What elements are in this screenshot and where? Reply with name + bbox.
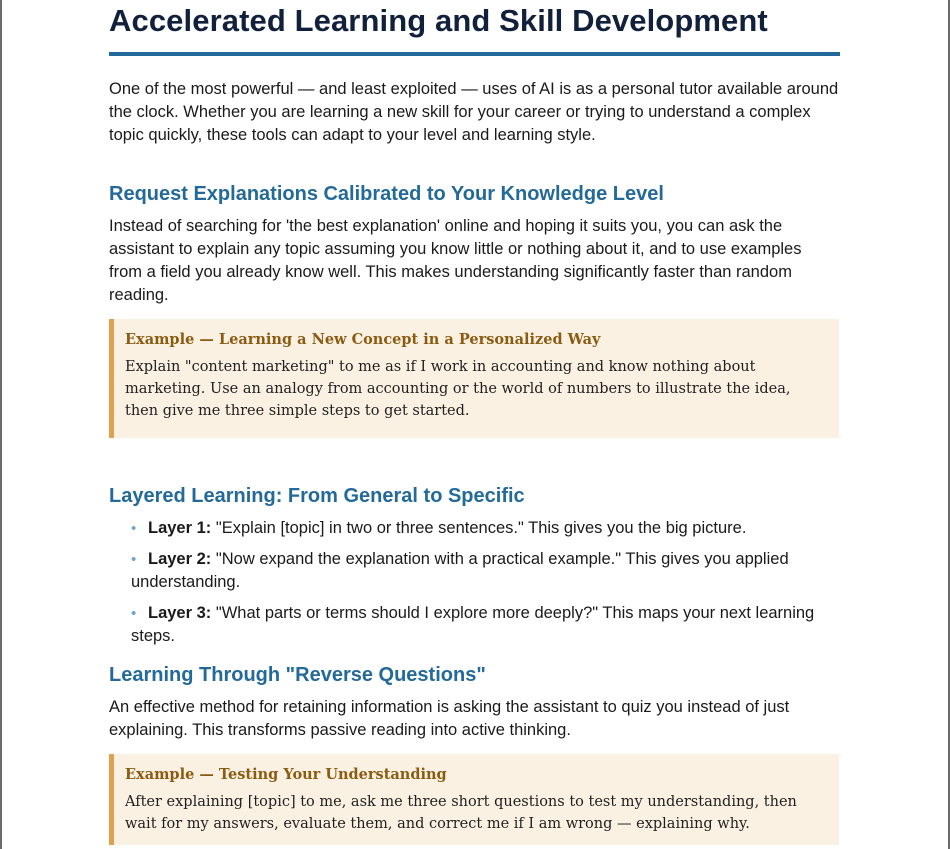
list-item bbox=[131, 517, 839, 540]
section-heading-calibrated: Request Explanations Calibrated to Your Knowledge Level bbox=[109, 183, 664, 205]
layer-list bbox=[109, 517, 839, 648]
section-heading-layered: Layered Learning: From General to Specific bbox=[109, 485, 525, 507]
example-title: Example — Learning a New Concept in a Personalized Way bbox=[125, 331, 601, 348]
example-callout-testing bbox=[109, 754, 839, 845]
example-callout-personalized bbox=[109, 319, 839, 438]
page-edge-left bbox=[0, 0, 2, 849]
section-heading-reverse-questions: Learning Through "Reverse Questions" bbox=[109, 664, 486, 686]
example-body: After explaining [topic] to me, ask me three short questions to test my understanding, then wait for my answers, evaluate them, and correct me if I am wrong — explaining why. bbox=[125, 794, 797, 832]
document-page bbox=[109, 0, 839, 845]
layer-text: "Now expand the explanation with a practical example." This gives you applied understanding. bbox=[131, 550, 789, 591]
layer-text: "What parts or terms should I explore more deeply?" This maps your next learning steps. bbox=[131, 604, 815, 645]
example-title: Example — Testing Your Understanding bbox=[125, 766, 447, 783]
bullet-icon: • bbox=[131, 520, 137, 537]
list-item bbox=[131, 548, 839, 594]
title-divider bbox=[109, 52, 840, 56]
example-body: Explain "content marketing" to me as if I work in accounting and know nothing about marketing. Use an analogy from accounting or the world of numbers to illustrate the idea, then give me three simple steps to get started. bbox=[125, 359, 791, 419]
list-item bbox=[131, 602, 839, 648]
intro-paragraph: One of the most powerful — and least exploited — uses of AI is as a personal tutor available around the clock. Whether you are learning a new skill for your career or trying to understand a complex topic quickly, these tools can adapt to your level and learning style. bbox=[109, 80, 839, 144]
bullet-icon: • bbox=[131, 551, 137, 568]
layer-text: "Explain [topic] in two or three sentences." This gives you the big picture. bbox=[211, 519, 747, 537]
page-title: Accelerated Learning and Skill Development bbox=[109, 3, 768, 38]
layer-label: Layer 3: bbox=[148, 604, 212, 622]
bullet-icon: • bbox=[131, 605, 137, 622]
layer-label: Layer 1: bbox=[148, 519, 212, 537]
section-body-calibrated: Instead of searching for 'the best explanation' online and hoping it suits you, you can ask the assistant to explain any topic assuming you know little or nothing about it, and to use examples from a field you already know well. This makes understanding significantly faster than random reading. bbox=[109, 217, 802, 304]
section-body-reverse-questions: An effective method for retaining information is asking the assistant to quiz you instead of just explaining. This transforms passive reading into active thinking. bbox=[109, 698, 790, 739]
layer-label: Layer 2: bbox=[148, 550, 212, 568]
